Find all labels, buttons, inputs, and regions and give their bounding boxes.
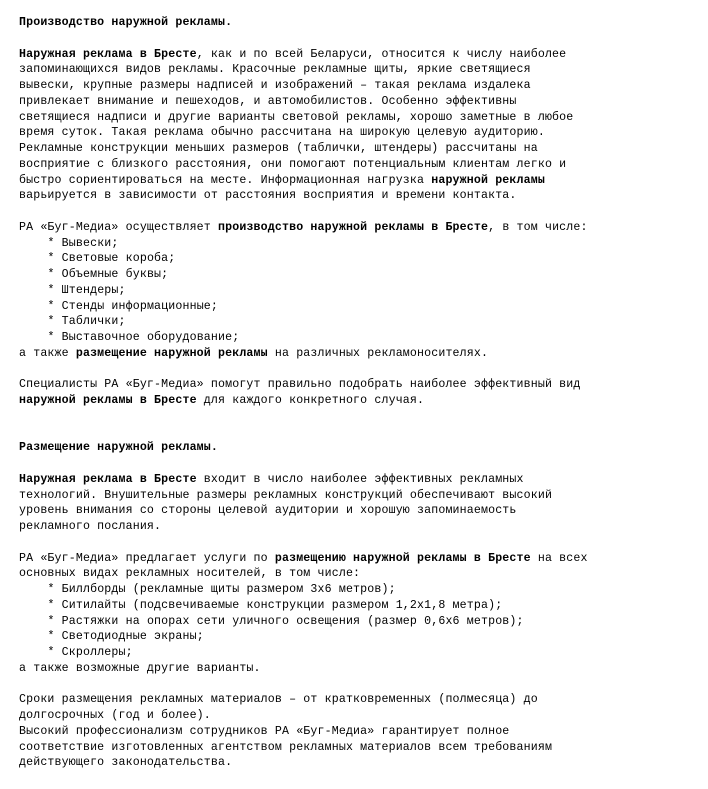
list-item: * Растяжки на опорах сети уличного освещения (размер 0,6х6 метров); — [47, 614, 524, 628]
list-item: * Световые короба; — [47, 252, 176, 266]
paragraph-line: Наружная реклама в Бресте, как и по всей Беларуси, относится к числу наиболее — [19, 47, 567, 61]
paragraph-line: долгосрочных (год и более). — [19, 709, 211, 722]
document-page — [19, 15, 699, 771]
list-item: * Выставочное оборудование; — [47, 331, 240, 344]
paragraph-line: восприятие с близкого расстояния, они помогают потенциальным клиентам легко и — [19, 157, 567, 171]
list-item: * Ситилайты (подсвечиваемые конструкции размером 1,2х1,8 метра); — [47, 598, 503, 612]
paragraph-line: светящиеся надписи и другие варианты световой рекламы, хорошо заметные в любое — [19, 110, 574, 124]
list-item: * Объемные буквы; — [47, 268, 169, 281]
list-item: * Штендеры; — [47, 283, 126, 297]
paragraph-line: уровень внимания со стороны целевой аудитории и хорошую запоминаемость — [19, 504, 517, 518]
list-item: * Вывески; — [47, 236, 119, 250]
section-title-placement: Размещение наружной рекламы. — [19, 441, 219, 455]
paragraph-line: Специалисты РА «Буг-Медиа» помогут правильно подобрать наиболее эффективный вид — [19, 378, 581, 392]
also-line: а также размещение наружной рекламы на различных рекламоносителях. — [19, 346, 489, 360]
paragraph-line: вывески, крупные размеры надписей и изображений – такая реклама издалека — [19, 79, 531, 92]
list-item: * Светодиодные экраны; — [47, 630, 204, 644]
services-lead: РА «Буг-Медиа» осуществляет производство наружной рекламы в Бресте, в том числе: — [19, 220, 588, 234]
paragraph-line: привлекает внимание и пешеходов, и автомобилистов. Особенно эффективны — [19, 94, 517, 108]
also-line: а также возможные другие варианты. — [19, 661, 261, 675]
paragraph-line: время суток. Такая реклама обычно рассчитана на широкую целевую аудиторию. — [19, 126, 545, 140]
paragraph-line: наружной рекламы в Бресте для каждого конкретного случая. — [19, 394, 425, 407]
paragraph-line: варьируется в зависимости от расстояния восприятия и времени контакта. — [19, 189, 517, 203]
list-item: * Таблички; — [47, 315, 126, 329]
paragraph-line: Рекламные конструкции меньших размеров (таблички, штендеры) рассчитаны на — [19, 142, 538, 155]
services-lead: РА «Буг-Медиа» предлагает услуги по размещению наружной рекламы в Бресте на всех — [19, 551, 588, 565]
list-item: * Скроллеры; — [47, 646, 133, 659]
paragraph-line: Высокий профессионализм сотрудников РА «Буг-Медиа» гарантирует полное — [19, 724, 510, 738]
section-title-production: Производство наружной рекламы. — [19, 16, 233, 29]
list-item: * Стенды информационные; — [47, 299, 219, 313]
paragraph-line: запоминающихся видов рекламы. Красочные рекламные щиты, яркие светящиеся — [19, 63, 531, 77]
paragraph-line: Наружная реклама в Бресте входит в число наиболее эффективных рекламных — [19, 472, 524, 486]
paragraph-line: соответствие изготовленных агентством рекламных материалов всем требованиям — [19, 740, 553, 754]
paragraph-line: быстро сориентироваться на месте. Информационная нагрузка наружной рекламы — [19, 173, 545, 187]
list-item: * Биллборды (рекламные щиты размером 3х6 метров); — [47, 583, 396, 596]
paragraph-line: технологий. Внушительные размеры рекламных конструкций обеспечивают высокий — [19, 488, 553, 502]
services-lead: основных видах рекламных носителей, в том числе: — [19, 567, 361, 581]
paragraph-line: действующего законодательства. — [19, 756, 233, 770]
paragraph-line: рекламного послания. — [19, 520, 162, 533]
paragraph-line: Сроки размещения рекламных материалов – от кратковременных (полмесяца) до — [19, 693, 538, 707]
